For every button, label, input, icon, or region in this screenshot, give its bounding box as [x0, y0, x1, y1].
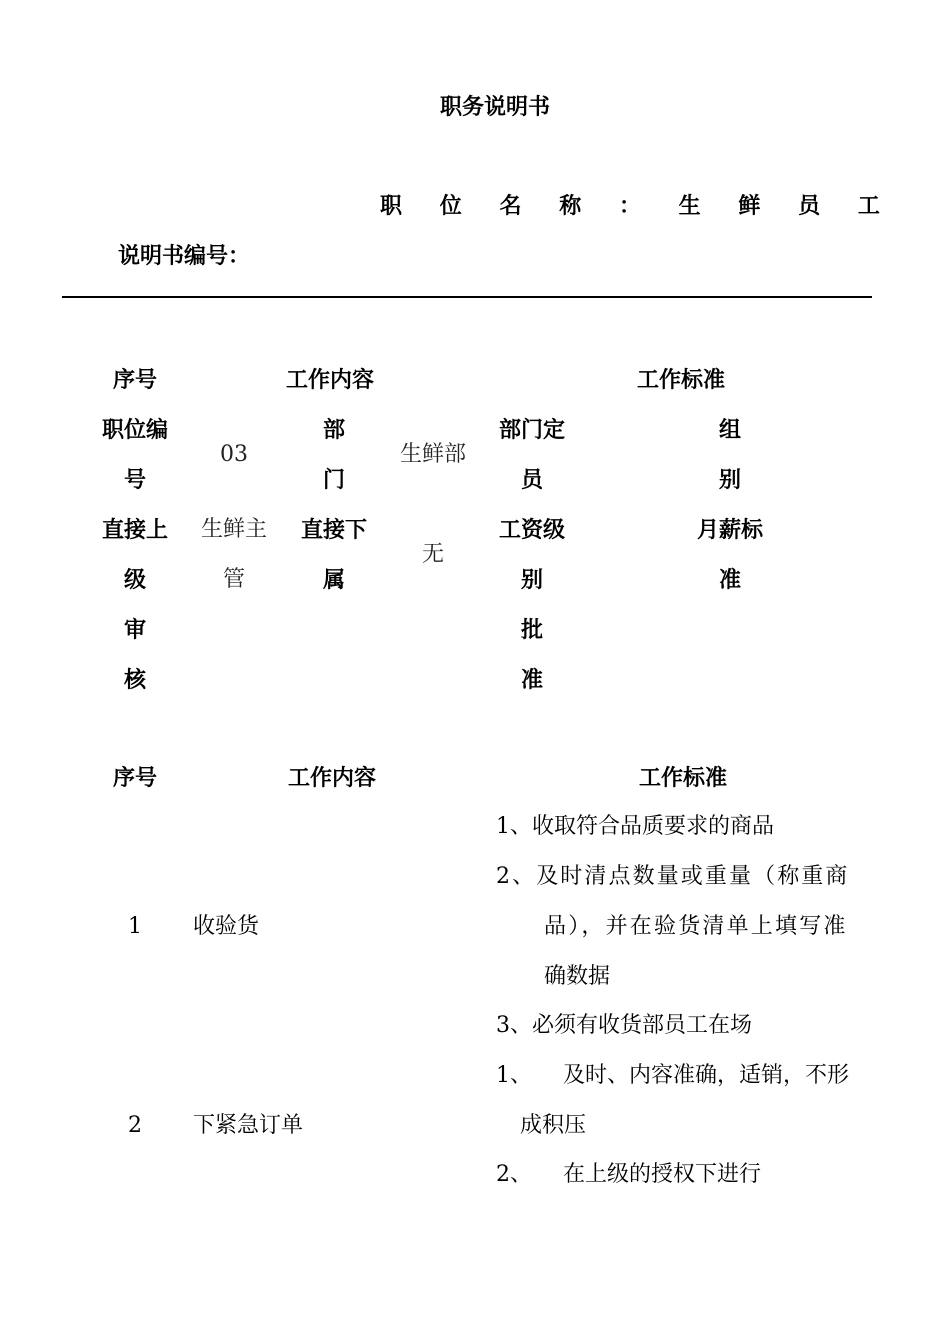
spec-number-label: 说明书编号： — [118, 243, 251, 269]
group-label: 组 — [718, 417, 741, 443]
duties-header-seq: 序号 — [112, 765, 157, 791]
position-name-line — [380, 193, 880, 219]
col-header-standard: 工作标准 — [637, 367, 726, 393]
salary-label: 别 — [520, 567, 543, 593]
duty-standard-line: 成积压 — [520, 1113, 587, 1138]
position-no-value: 03 — [220, 442, 248, 467]
position-char: 工 — [857, 193, 880, 219]
superior-label: 级 — [123, 567, 146, 593]
monthly-label: 月薪标 — [696, 517, 763, 543]
monthly-label: 准 — [718, 567, 741, 593]
dept-label: 门 — [322, 467, 345, 493]
position-char: 鲜 — [738, 193, 761, 219]
group-label: 别 — [718, 467, 741, 493]
duty-seq: 2 — [128, 1113, 142, 1138]
duty-content: 收验货 — [193, 914, 260, 939]
subordinate-label: 属 — [322, 567, 345, 593]
position-char: 员 — [798, 193, 821, 219]
dept-quota-label: 部门定 — [498, 417, 565, 443]
dept-value: 生鲜部 — [399, 442, 466, 467]
review-label: 审 — [123, 617, 146, 643]
col-header-seq: 序号 — [112, 367, 157, 393]
approve-label: 准 — [520, 667, 543, 693]
superior-label: 直接上 — [101, 517, 168, 543]
superior-value: 管 — [222, 567, 245, 592]
duties-header-content: 工作内容 — [288, 765, 377, 791]
duties-header-standard: 工作标准 — [639, 765, 728, 791]
duty-standard-line: 及时、内容准确，适销，不形 — [563, 1063, 850, 1088]
position-char: 名 — [499, 193, 522, 219]
duty-standard-line: 品），并在验货清单上填写准 — [544, 914, 848, 939]
salary-label: 工资级 — [498, 517, 565, 543]
duty-seq: 1 — [128, 914, 142, 939]
dept-quota-label: 员 — [520, 467, 543, 493]
col-header-content: 工作内容 — [286, 367, 375, 393]
duty-standard-line: 在上级的授权下进行 — [563, 1162, 762, 1187]
dept-label: 部 — [322, 417, 345, 443]
position-char: 职 — [380, 193, 403, 219]
position-char: 位 — [439, 193, 462, 219]
document-title: 职务说明书 — [439, 94, 550, 120]
superior-value: 生鲜主 — [200, 517, 267, 542]
position-char: ： — [618, 193, 641, 219]
position-char: 生 — [678, 193, 701, 219]
position-char: 称 — [559, 193, 582, 219]
subordinate-label: 直接下 — [300, 517, 367, 543]
subordinate-value: 无 — [421, 542, 444, 567]
duty-standard-line: 1、收取符合品质要求的商品 — [496, 814, 774, 839]
review-label: 核 — [123, 667, 146, 693]
duty-standard-line: 2、及时清点数量或重量（称重商 — [496, 864, 850, 889]
approve-label: 批 — [520, 617, 543, 643]
duty-standard-line: 确数据 — [544, 964, 611, 989]
duty-standard-number: 2、 — [496, 1162, 532, 1187]
duty-standard-number: 1、 — [496, 1063, 532, 1088]
header-divider — [62, 296, 872, 298]
position-no-label: 职位编 — [101, 417, 168, 443]
duty-standard-line: 3、必须有收货部员工在场 — [496, 1013, 752, 1038]
position-no-label: 号 — [123, 467, 146, 493]
duty-content: 下紧急订单 — [193, 1113, 304, 1138]
